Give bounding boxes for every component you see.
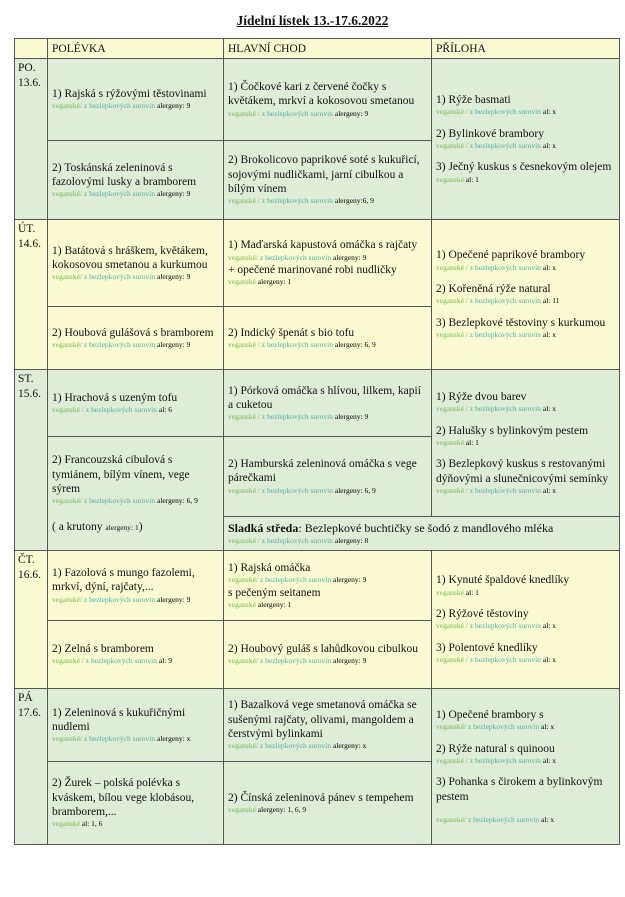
glutenfree-label: z bezlepkových surovin — [469, 621, 541, 631]
dish-annotation — [228, 486, 428, 497]
glutenfree-label: z bezlepkových surovin — [85, 404, 157, 414]
menu-item — [436, 282, 616, 307]
glutenfree-label: z bezlepkových surovin — [83, 272, 156, 281]
menu-item — [436, 127, 616, 152]
glutenfree-label: z bezlepkových surovin — [469, 107, 541, 117]
dish-annotation — [52, 734, 220, 745]
day-label: PO. — [18, 62, 36, 74]
menu-item — [52, 244, 220, 283]
dish-title: 1) Batátová s hráškem, květákem, kokosovou smetanou a kurkumou — [52, 244, 208, 271]
date-label: 15.6. — [18, 387, 41, 400]
dish-title: 2) Čínská zeleninová pánev s tempehem — [228, 791, 414, 804]
glutenfree-label: z bezlepkových surovin — [469, 330, 541, 340]
vegan-label: veganské / — [436, 330, 468, 340]
column-header-side: PŘÍLOHA — [432, 39, 620, 59]
dish-title: 1) Rajská s rýžovými těstovinami — [52, 88, 207, 101]
vegan-label: veganské / — [436, 755, 468, 765]
glutenfree-label: z bezlepkových surovin — [261, 412, 333, 421]
column-header-soup: POLÉVKA — [48, 39, 224, 59]
menu-item — [228, 698, 428, 751]
vegan-label: veganské / — [436, 485, 468, 495]
menu-item — [436, 742, 616, 767]
day-cell — [15, 370, 48, 551]
dish-annotation — [228, 340, 428, 351]
allergen-label: alergeny: 9 — [156, 339, 191, 349]
menu-item — [436, 607, 616, 632]
dish-title: 2) Bylinkové brambory — [436, 127, 544, 140]
vegan-label: veganské / — [436, 621, 468, 631]
soup-cell — [48, 621, 224, 689]
menu-item — [436, 424, 616, 449]
menu-row — [15, 370, 620, 437]
vegan-label: veganské/ — [52, 339, 82, 349]
dish-title: 1) Opečené brambory s — [436, 708, 544, 721]
allergen-label: alergeny: 1 — [257, 277, 292, 287]
menu-item — [52, 391, 220, 416]
dish-title: 3) Polentové knedlíky — [436, 641, 538, 654]
date-label: 14.6. — [18, 237, 41, 250]
main-cell — [224, 762, 432, 845]
vegan-label: veganské / — [228, 339, 260, 349]
dish-annotation — [228, 575, 428, 586]
soup-cell — [48, 141, 224, 220]
header-row — [15, 39, 620, 59]
dish-annotation — [436, 486, 616, 497]
day-cell — [15, 689, 48, 845]
glutenfree-label: z bezlepkových surovin — [469, 296, 541, 306]
menu-item — [228, 153, 428, 206]
dish-title: 1) Kynuté špaldové knedlíky — [436, 574, 570, 587]
vegan-label: veganské / — [436, 107, 468, 117]
soup-cell — [48, 220, 224, 307]
soup-cell — [48, 689, 224, 762]
dish-title: 2) Kořeněná rýže natural — [436, 283, 551, 296]
dish-annotation — [228, 656, 428, 667]
vegan-label: veganské/ — [52, 496, 82, 505]
menu-item — [52, 776, 220, 829]
dish-annotation — [52, 405, 220, 416]
dish-annotation — [228, 412, 428, 423]
glutenfree-label: z bezlepkových surovin — [83, 189, 156, 198]
dish-title: 3) Bezlepkový kuskus s restovanými dýňovými a slunečnicovými semínky — [436, 458, 609, 485]
date-label: 17.6. — [18, 706, 41, 719]
column-header-main: HLAVNÍ CHOD — [224, 39, 432, 59]
menu-item — [52, 453, 220, 506]
dish-annotation — [436, 404, 616, 415]
menu-item — [52, 706, 220, 745]
dish-title: 1) Rýže basmati — [436, 93, 511, 106]
main-cell — [224, 307, 432, 370]
allergen-label: al: x — [542, 485, 556, 495]
allergen-label: alergeny: 6, 9 — [156, 496, 198, 505]
allergen-label: alergeny: 9 — [156, 272, 191, 281]
menu-row — [15, 220, 620, 307]
allergen-label: al: x — [542, 755, 556, 765]
menu-item — [52, 520, 220, 534]
dish-annotation — [436, 107, 616, 118]
vegan-label: veganské / — [436, 655, 468, 665]
glutenfree-label: z bezlepkových surovin — [469, 262, 541, 272]
vegan-label: veganské / — [436, 296, 468, 306]
dish-annotation — [436, 296, 616, 307]
dish-title: 1) Čočkové kari z červené čočky s květákem, mrkví a kokosovou smetanou — [228, 81, 415, 108]
glutenfree-label: z bezlepkových surovin — [259, 656, 332, 666]
vegan-label: veganské — [436, 437, 464, 447]
dish-title: 2) Žurek – polská polévka s kváskem, bílou vege klobásou, bramborem,... — [52, 777, 195, 818]
glutenfree-label: z bezlepkových surovin — [261, 485, 333, 495]
menu-item — [228, 586, 428, 611]
dish-annotation — [436, 330, 616, 341]
vegan-label: veganské / — [436, 262, 468, 272]
soup-cell — [48, 59, 224, 141]
vegan-label: veganské / — [436, 404, 468, 413]
day-label: PÁ — [18, 692, 33, 704]
menu-item — [436, 248, 616, 273]
dish-annotation — [228, 196, 428, 207]
dish-annotation — [228, 253, 428, 264]
day-cell — [15, 551, 48, 689]
allergen-label: alergeny:6, 9 — [334, 196, 374, 206]
allergen-label: alergeny: 1, 6, 9 — [257, 804, 307, 814]
menu-item — [436, 160, 616, 185]
dish-annotation — [52, 101, 220, 112]
dish-annotation — [436, 175, 616, 186]
side-cell — [432, 59, 620, 220]
vegan-label: veganské — [436, 174, 464, 184]
glutenfree-label: z bezlepkových surovin — [261, 535, 333, 545]
vegan-label: veganské — [228, 277, 256, 287]
glutenfree-label: z bezlepkových surovin — [469, 655, 541, 665]
dish-annotation — [52, 656, 220, 667]
dish-annotation — [436, 621, 616, 632]
dish-title: 1) Hrachová s uzeným tofu — [52, 391, 178, 404]
glutenfree-label: z bezlepkových surovin — [467, 814, 540, 824]
allergen-label: alergeny: 9 — [332, 252, 367, 262]
dish-title: 1) Rýže dvou barev — [436, 390, 527, 403]
vegan-label: veganské — [436, 587, 464, 597]
vegan-label: veganské / — [228, 535, 260, 545]
dish-title: 2) Brokolicovo paprikové soté s kukuřicí, sojovými nudličkami, jarní cibulkou a bílým vínem — [228, 154, 420, 195]
dish-annotation — [228, 600, 428, 611]
menu-item — [228, 561, 428, 586]
glutenfree-label: z bezlepkových surovin — [259, 741, 332, 751]
menu-item — [52, 161, 220, 200]
glutenfree-label: z bezlepkových surovin — [261, 108, 333, 118]
dish-annotation — [52, 340, 220, 351]
dish-title: 1) Zeleninová s kukuřičnými nudlemi — [52, 706, 186, 733]
dish-annotation — [228, 277, 428, 288]
glutenfree-label: z bezlepkových surovin — [469, 485, 541, 495]
glutenfree-label: z bezlepkových surovin — [83, 339, 156, 349]
dish-title: s pečeným seitanem — [228, 586, 321, 599]
menu-item — [52, 642, 220, 667]
dish-annotation — [228, 536, 616, 547]
menu-item — [228, 326, 428, 351]
allergen-label: alergeny: 9 — [156, 101, 191, 111]
menu-item — [228, 263, 428, 288]
glutenfree-label: z bezlepkových surovin — [83, 594, 156, 604]
allergen-label: alergeny: 8 — [334, 535, 369, 545]
menu-item — [436, 708, 616, 733]
allergen-label: al: x — [540, 722, 555, 731]
allergen-label: al: 1 — [465, 587, 479, 597]
allergen-label: al: x — [542, 655, 556, 665]
allergen-label: alergeny: 9 — [332, 575, 367, 584]
side-cell — [432, 370, 620, 517]
main-cell — [224, 437, 432, 517]
allergen-label: alergeny: 9 — [334, 412, 369, 421]
menu-item — [52, 566, 220, 605]
menu-item — [228, 384, 428, 423]
dish-title: 1) Opečené paprikové brambory — [436, 249, 586, 262]
soup-cell — [48, 437, 224, 551]
dish-title: 2) Houbová gulášová s bramborem — [52, 326, 214, 339]
vegan-label: veganské / — [228, 412, 260, 421]
menu-item — [52, 326, 220, 351]
sweet-wednesday-cell — [224, 517, 620, 551]
dish-annotation — [228, 805, 428, 816]
day-cell — [15, 59, 48, 220]
dish-title: 1) Rajská omáčka — [228, 561, 311, 574]
vegan-label: veganské — [228, 599, 256, 609]
glutenfree-label: z bezlepkových surovin — [467, 722, 540, 731]
day-label: ST. — [18, 373, 34, 385]
menu-item — [228, 791, 428, 816]
menu-item — [228, 642, 428, 667]
dish-annotation — [436, 815, 616, 826]
dish-title: 1) Fazolová s mungo fazolemi, mrkví, dýní, rajčaty,... — [52, 567, 195, 594]
main-cell — [224, 59, 432, 141]
dish-title: 2) Houbový guláš s lahůdkovou cibulkou — [228, 643, 419, 656]
dish-title: 3) Ječný kuskus s česnekovým olejem — [436, 161, 612, 174]
dish-annotation — [436, 655, 616, 666]
dish-title: 1) Pórková omáčka s hlívou, lilkem, kapií a cuketou — [228, 384, 421, 411]
glutenfree-label: z bezlepkových surovin — [261, 196, 333, 206]
dish-title: 1) Maďarská kapustová omáčka s rajčaty — [228, 239, 418, 252]
vegan-label: veganské/ — [52, 101, 82, 111]
menu-row — [15, 689, 620, 762]
allergen-label: alergeny: 6, 9 — [334, 339, 376, 349]
menu-item — [228, 457, 428, 496]
glutenfree-label: z bezlepkových surovin — [469, 404, 541, 413]
dish-annotation — [52, 272, 220, 283]
dish-annotation — [436, 722, 616, 733]
menu-item — [436, 457, 616, 496]
day-label: ČT. — [18, 554, 35, 566]
vegan-label: veganské / — [52, 656, 84, 666]
dish-title: Sladká středa: Bezlepkové buchtičky se šodó z mandlového mléka — [228, 520, 554, 535]
glutenfree-label: z bezlepkových surovin — [83, 101, 156, 111]
menu-row — [15, 59, 620, 141]
menu-item — [436, 573, 616, 598]
menu-item — [436, 93, 616, 118]
dish-title: 2) Indický špenát s bio tofu — [228, 326, 355, 339]
vegan-label: veganské / — [228, 485, 260, 495]
vegan-label: veganské / — [436, 140, 468, 150]
glutenfree-label: z bezlepkových surovin — [261, 339, 333, 349]
allergen-label: al: 1 — [465, 437, 479, 447]
allergen-label: alergeny: 9 — [156, 594, 191, 604]
dish-annotation — [436, 141, 616, 152]
menu-page — [0, 13, 625, 845]
glutenfree-label: z bezlepkových surovin — [259, 575, 332, 584]
vegan-label: veganské/ — [52, 734, 82, 743]
allergen-label: alergeny: 1 — [105, 522, 139, 532]
dish-annotation — [52, 595, 220, 606]
vegan-label: veganské/ — [228, 575, 258, 584]
menu-item — [436, 316, 616, 341]
glutenfree-label: z bezlepkových surovin — [83, 734, 156, 743]
glutenfree-label: z bezlepkových surovin — [83, 496, 156, 505]
dish-title: 2) Rýže natural s quinoou — [436, 742, 555, 755]
allergen-label: al: x — [542, 107, 556, 117]
dish-title: 2) Toskánská zeleninová s fazolovými lusky a bramborem — [52, 161, 197, 188]
menu-item — [52, 87, 220, 112]
vegan-label: veganské / — [228, 196, 260, 206]
date-label: 16.6. — [18, 568, 41, 581]
glutenfree-label: z bezlepkových surovin — [469, 755, 541, 765]
dish-annotation — [52, 496, 220, 507]
main-cell — [224, 220, 432, 307]
menu-item — [436, 390, 616, 415]
menu-row — [15, 551, 620, 621]
dish-title: 1) Bazalková vege smetanová omáčka se sušenými rajčaty, olivami, mangoldem a čerstvými bylinkami — [228, 699, 417, 740]
allergen-label: alergeny: 1 — [257, 599, 292, 609]
menu-item — [228, 238, 428, 263]
dish-annotation — [52, 819, 220, 830]
allergen-label: alergeny: x — [332, 741, 367, 751]
glutenfree-label: z bezlepkových surovin — [259, 252, 332, 262]
allergen-label: al: x — [542, 330, 556, 340]
dish-title-bold: Sladká středa — [228, 520, 299, 535]
dish-title: 2) Francouzská cibulová s tymiánem, bílým vínem, vege sýrem — [52, 454, 190, 495]
glutenfree-label: z bezlepkových surovin — [85, 656, 157, 666]
allergen-label: al: 11 — [542, 296, 560, 306]
dish-title: 3) Bezlepkové těstoviny s kurkumou — [436, 316, 606, 329]
dish-title: 3) Pohanka s čirokem a bylinkovým pestem — [436, 776, 603, 803]
vegan-label: veganské — [52, 819, 80, 829]
vegan-label: veganské / — [52, 404, 84, 414]
vegan-label: veganské/ — [52, 594, 82, 604]
allergen-label: al: x — [540, 814, 555, 824]
krutony-note: ( a krutony alergeny: 1) — [52, 520, 143, 533]
dish-title: + opečené marinované robi nudličky — [228, 264, 397, 276]
vegan-label: veganské/ — [228, 656, 258, 666]
allergen-label: al: 6 — [158, 404, 172, 414]
soup-cell — [48, 551, 224, 621]
allergen-label: al: 1, 6 — [81, 819, 103, 829]
allergen-label: alergeny: 6, 9 — [334, 485, 376, 495]
side-cell — [432, 220, 620, 370]
dish-title: 2) Hamburská zeleninová omáčka s vege párečkami — [228, 458, 417, 485]
allergen-label: alergeny: x — [156, 734, 191, 743]
menu-item — [228, 80, 428, 119]
allergen-label: alergeny: 9 — [334, 108, 369, 118]
main-cell — [224, 370, 432, 437]
page-title: Jídelní lístek 13.-17.6.2022 — [236, 13, 389, 28]
soup-cell — [48, 307, 224, 370]
allergen-label: alergeny: 9 — [156, 189, 191, 198]
allergen-label: alergeny: 9 — [332, 656, 367, 666]
dish-title: 2) Rýžové těstoviny — [436, 608, 529, 621]
vegan-label: veganské/ — [52, 272, 82, 281]
main-cell — [224, 551, 432, 621]
dish-title: 2) Halušky s bylinkovým pestem — [436, 424, 589, 437]
vegan-label: veganské/ — [436, 814, 466, 824]
dish-annotation — [52, 189, 220, 200]
date-label: 13.6. — [18, 76, 41, 89]
side-cell — [432, 689, 620, 845]
day-cell — [15, 220, 48, 370]
column-header-day — [15, 39, 48, 59]
dish-title: 2) Zelná s bramborem — [52, 643, 154, 656]
vegan-label: veganské/ — [52, 189, 82, 198]
menu-item — [228, 521, 616, 546]
menu-item — [436, 775, 616, 825]
dish-annotation — [228, 741, 428, 752]
vegan-label: veganské/ — [436, 722, 466, 731]
side-cell — [432, 551, 620, 689]
vegan-label: veganské / — [228, 108, 260, 118]
dish-annotation — [436, 588, 616, 599]
main-cell — [224, 689, 432, 762]
glutenfree-label: z bezlepkových surovin — [469, 140, 541, 150]
allergen-label: al: x — [542, 404, 556, 413]
soup-cell — [48, 370, 224, 437]
dish-annotation — [436, 263, 616, 274]
menu-table — [14, 38, 620, 845]
vegan-label: veganské — [228, 804, 256, 814]
day-label: ÚT. — [18, 223, 36, 235]
allergen-label: al: 1 — [465, 174, 479, 184]
dish-annotation — [436, 438, 616, 449]
allergen-label: al: 9 — [158, 656, 172, 666]
dish-annotation — [436, 756, 616, 767]
main-cell — [224, 621, 432, 689]
dish-annotation — [228, 109, 428, 120]
main-cell — [224, 141, 432, 220]
allergen-label: al: x — [542, 262, 556, 272]
soup-cell — [48, 762, 224, 845]
menu-item — [436, 641, 616, 666]
vegan-label: veganské/ — [228, 252, 258, 262]
allergen-label: al: x — [542, 621, 556, 631]
allergen-label: al: x — [542, 140, 556, 150]
vegan-label: veganské/ — [228, 741, 258, 751]
